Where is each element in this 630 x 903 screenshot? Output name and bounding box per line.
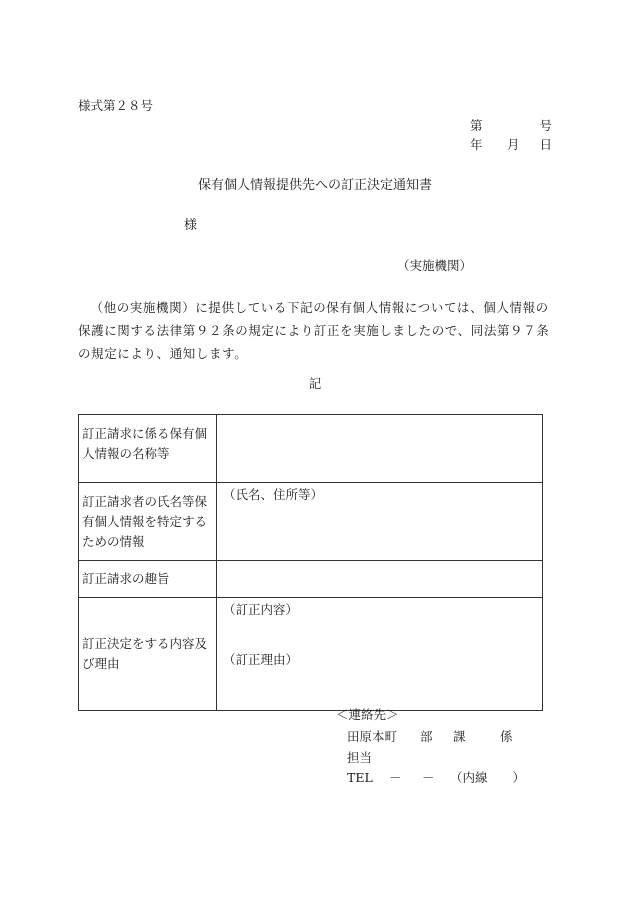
row-label-request-purpose: 訂正請求の趣旨 <box>79 561 217 598</box>
contact-department: 部 <box>420 729 433 744</box>
correction-reason-label: （訂正理由） <box>223 652 299 667</box>
contact-tel-label: TEL <box>347 770 373 785</box>
document-title: 保有個人情報提供先への訂正決定通知書 <box>197 178 432 193</box>
contact-unit: 係 <box>500 729 513 744</box>
date-month: 月 <box>507 137 520 152</box>
row-label-requester-identification: 訂正請求者の氏名等保有個人情報を特定するための情報 <box>79 483 217 561</box>
table-row <box>79 483 543 561</box>
correction-info-table <box>78 414 543 711</box>
table-row <box>79 415 543 483</box>
contact-tel-dash-2: － <box>422 770 435 785</box>
form-number: 様式第２８号 <box>78 98 154 113</box>
document-number-suffix: 号 <box>539 118 552 133</box>
row-value-requester-identification: （氏名、住所等） <box>217 483 543 561</box>
contact-tel-dash-1: － <box>389 770 402 785</box>
addressee-suffix: 様 <box>184 218 198 233</box>
contact-town: 田原本町 <box>347 729 398 744</box>
row-label-information-name: 訂正請求に係る保有個人情報の名称等 <box>79 415 217 483</box>
row-value-decision-details <box>217 598 543 711</box>
issuing-agency: （実施機関） <box>397 258 473 273</box>
date-day: 日 <box>539 137 552 152</box>
row-label-decision-details: 訂正決定をする内容及び理由 <box>79 598 217 711</box>
table-row <box>79 598 543 711</box>
notice-body-text: （他の実施機関）に提供している下記の保有個人情報については、個人情報の保護に関する法律第９２条の規定により訂正を実施しましたので、同法第９７条の規定により、通知します。 <box>78 300 550 361</box>
date-year: 年 <box>470 137 483 152</box>
contact-heading: ＜連絡先＞ <box>336 707 399 722</box>
contact-extension: （内線 ） <box>450 770 526 785</box>
correction-content-label: （訂正内容） <box>223 602 299 617</box>
document-number-prefix: 第 <box>470 118 483 133</box>
ki-heading: 記 <box>308 376 322 391</box>
table-row <box>79 561 543 598</box>
row-value-request-purpose <box>217 561 543 598</box>
contact-section: 課 <box>453 729 466 744</box>
row-value-information-name <box>217 415 543 483</box>
contact-person: 担当 <box>347 750 373 765</box>
